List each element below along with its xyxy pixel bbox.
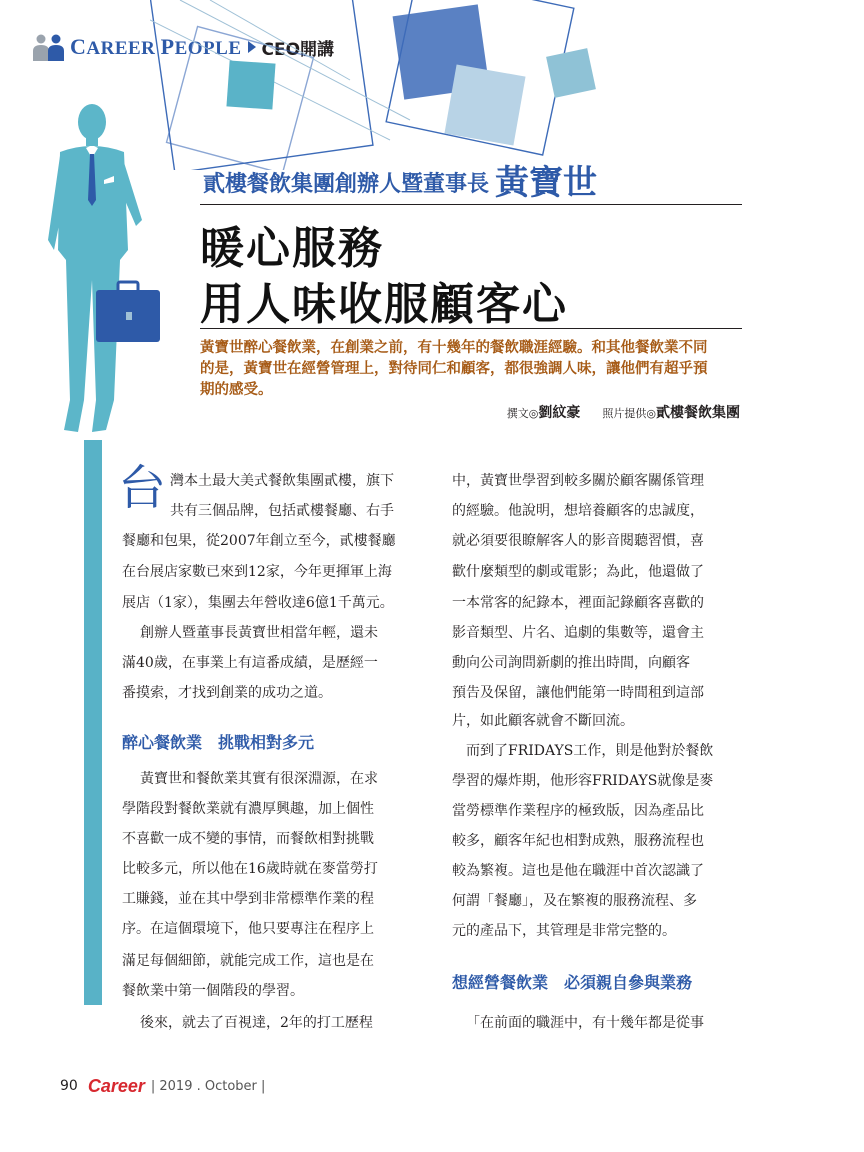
body-line: 而到了FRIDAYS工作，則是他對於餐飲	[466, 743, 714, 759]
body-line: 序。在這個環境下，他只要專注在程序上	[122, 921, 374, 937]
businessman-illustration	[44, 100, 164, 440]
headline-line-2: 用人味收服顧客心	[200, 279, 568, 330]
kicker-name: 黃寶世	[495, 163, 598, 203]
headline-line-1: 暖心服務	[200, 223, 384, 274]
title-rule-bottom	[200, 328, 742, 329]
lead-line: 期的感受。	[200, 382, 273, 398]
body-line: 餐飲業中第一個階段的學習。	[122, 983, 304, 999]
subheading-left: 醉心餐飲業 挑戰相對多元	[122, 733, 315, 752]
body-line: 後來，就去了百視達，2年的打工歷程	[140, 1015, 373, 1031]
body-line: 一本常客的紀錄本，裡面記錄顧客喜歡的	[452, 595, 704, 611]
body-line: 動向公司詢問新劇的推出時間，向顧客	[452, 655, 690, 671]
magazine-logo: Career	[87, 1075, 145, 1096]
body-line: 元的產品下，其管理是非常完整的。	[452, 923, 676, 939]
page-footer	[60, 1076, 265, 1096]
photo-label: 照片提供◎	[602, 407, 656, 420]
briefcase-icon	[96, 282, 160, 342]
body-line: 片，如此顧客就會不斷回流。	[452, 713, 634, 729]
photo-credit: 貳樓餐飲集團	[656, 405, 740, 421]
body-line: 番摸索，才找到創業的成功之道。	[122, 685, 332, 701]
writer-name: 劉紋豪	[538, 405, 581, 421]
body-line: 創辦人暨董事長黃寶世相當年輕，還未	[140, 625, 378, 641]
body-line: 就必須要很瞭解客人的影音閱聽習慣，喜	[452, 533, 704, 549]
section-label: CEO開講	[261, 39, 335, 60]
body-line: 工賺錢，並在其中學到非常標準作業的程	[122, 891, 374, 907]
body-line: 歡什麼類型的劇或電影；為此，他還做了	[452, 564, 704, 580]
page-number: 90	[60, 1078, 78, 1094]
body-line: 在台展店家數已來到12家，今年更揮軍上海	[122, 564, 392, 580]
body-line: 餐廳和包果，從2007年創立至今，貳樓餐廳	[122, 533, 396, 549]
body-line: 不喜歡一成不變的事情，而餐飲相對挑戰	[122, 831, 374, 847]
people-icon	[32, 32, 66, 62]
title-rule-top	[200, 204, 742, 205]
credits	[200, 402, 740, 422]
body-line: 滿足每個細節，就能完成工作，這也是在	[122, 953, 374, 969]
body-line: 比較多元，所以他在16歲時就在麥當勞打	[122, 861, 378, 877]
body-line: 共有三個品牌，包括貳樓餐廳、右手	[170, 503, 394, 519]
lead-line: 黃寶世醉心餐飲業，在創業之前，有十幾年的餐飲職涯經驗。和其他餐飲業不同	[200, 340, 708, 356]
writer-label: 撰文◎	[506, 407, 539, 420]
body-line: 中，黃寶世學習到較多關於顧客關係管理	[452, 473, 704, 489]
issue-date: | 2019 . October |	[150, 1078, 266, 1094]
body-line: 預告及保留，讓他們能第一時間租到這部	[452, 685, 704, 701]
body-line: 影音類型、片名、追劇的集數等，還會主	[452, 625, 704, 641]
body-line: 學階段對餐飲業就有濃厚興趣，加上個性	[122, 801, 374, 817]
vertical-accent-bar	[84, 440, 102, 1005]
body-line: 黃寶世和餐飲業其實有很深淵源，在求	[140, 771, 378, 787]
subheading-right: 想經營餐飲業 必須親自參與業務	[452, 973, 693, 992]
body-line: 何謂「餐廳」，及在繁複的服務流程、多	[452, 893, 697, 909]
body-line: 「在前面的職涯中，有十幾年都是從事	[466, 1015, 704, 1031]
body-line: 灣本土最大美式餐飲集團貳樓，旗下	[170, 473, 394, 489]
body-line: 較多，顧客年紀也相對成熟，服務流程也	[452, 833, 704, 849]
drop-cap: 台	[118, 460, 167, 516]
lead-line: 的是，黃寶世在經營管理上，對待同仁和顧客，都很強調人味，讓他們有超乎預	[200, 361, 708, 377]
brand-career-people: CAREER PEOPLE	[70, 34, 242, 59]
body-line: 當勞標準作業程序的極致版，因為產品比	[452, 803, 704, 819]
body-line: 學習的爆炸期，他形容FRIDAYS就像是麥	[452, 773, 714, 789]
body-line: 滿40歲，在事業上有這番成績，是歷經一	[122, 655, 378, 671]
decorative-squares	[150, 0, 770, 170]
body-line: 的經驗。他說明，想培養顧客的忠誠度，	[452, 503, 704, 519]
kicker-role: 貳樓餐飲集團創辦人暨董事長	[203, 172, 490, 197]
lead-paragraph	[200, 338, 744, 401]
body-line: 展店（1家），集團去年營收達6億1千萬元。	[122, 595, 394, 611]
kicker-title	[203, 155, 597, 204]
body-line: 較為繁複。這也是他在職涯中首次認識了	[452, 863, 704, 879]
